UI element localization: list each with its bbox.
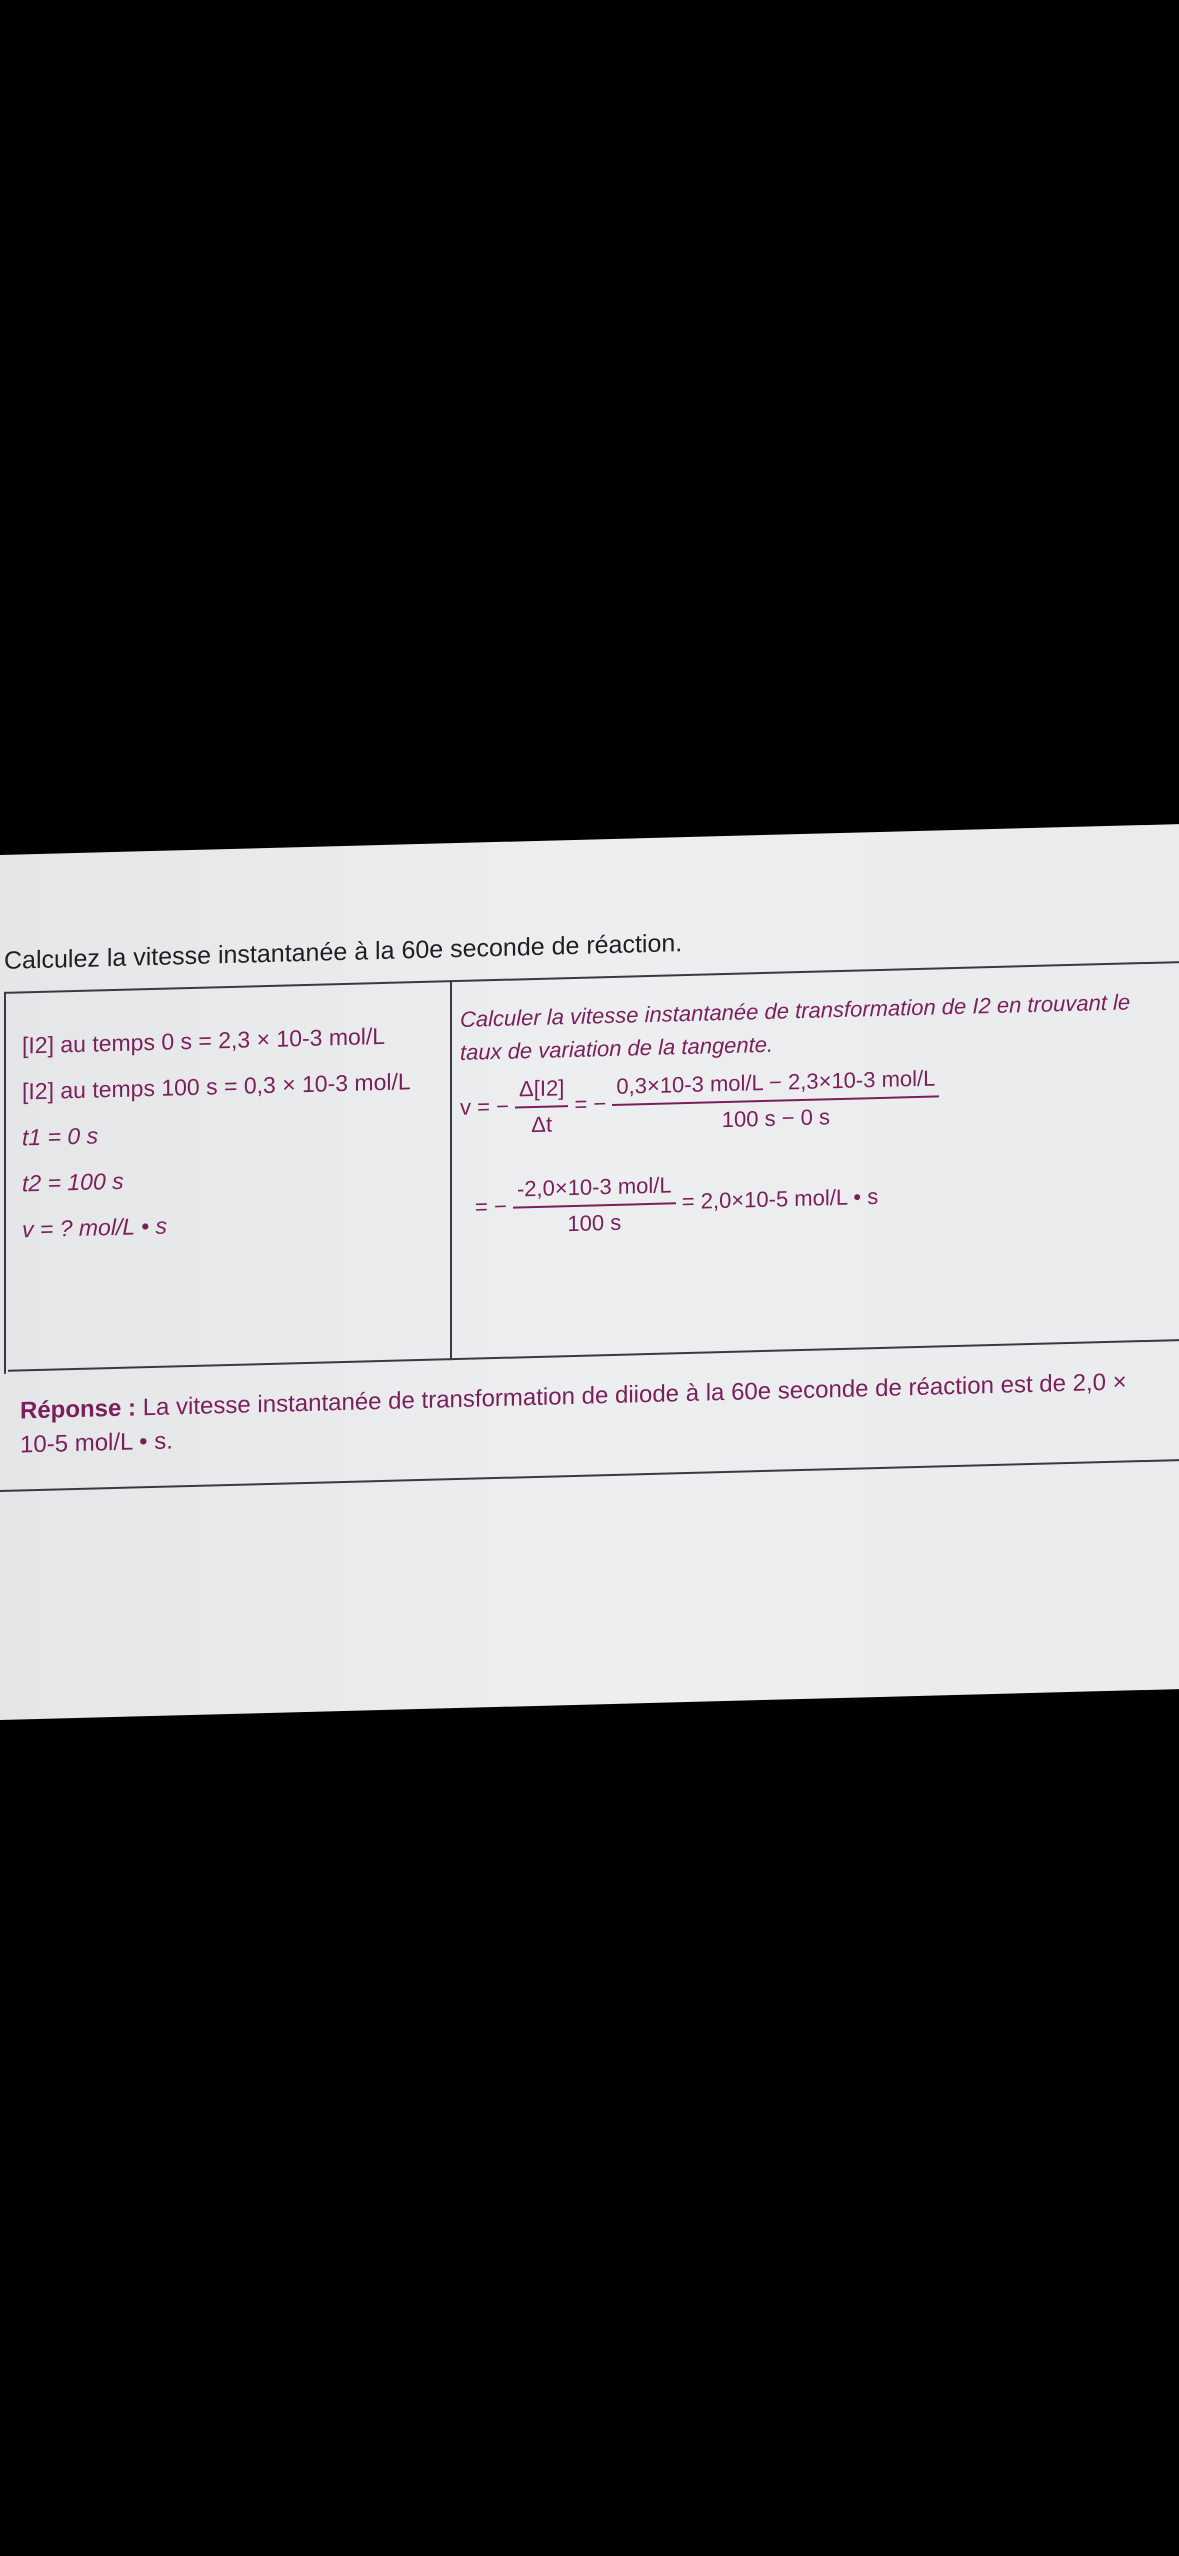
answer-text: La vitesse instantanée de transformation de diiode à la 60e seconde de réaction est de 2,0 × 10-5 mol/L • s. [20,1368,1127,1459]
given-item: t1 = 0 s [22,1122,99,1151]
eq2-denominator: 100 s [567,1209,622,1237]
given-item: [I2] au temps 0 s = 2,3 × 10-3 mol/L [22,1022,386,1059]
column-divider [450,980,452,1360]
eq1-denominator-2: 100 s − 0 s [721,1104,831,1133]
question-text: Calculez la vitesse instantanée à la 60e seconde de réaction. [4,929,683,975]
eq1-numerator: Δ[I2] [515,1075,568,1108]
given-item: v = ? mol/L • s [22,1212,168,1243]
answer-bottom-border [0,1459,1179,1492]
answer-label: Réponse : [20,1394,137,1425]
eq1-denominator: Δt [531,1111,553,1138]
equation-line-1 [460,1065,939,1140]
eq1-numerator-2: 0,3×10-3 mol/L − 2,3×10-3 mol/L [612,1065,939,1106]
given-data-column [22,1012,411,1252]
eq2-result: = 2,0×10-5 mol/L • s [681,1183,879,1214]
given-item: t2 = 100 s [22,1167,124,1197]
eq2-numerator: -2,0×10-3 mol/L [513,1172,676,1208]
eq1-mid: = − [574,1090,607,1117]
document-sheet [0,824,1179,1720]
given-item: [I2] au temps 100 s = 0,3 × 10-3 mol/L [22,1068,411,1105]
eq1-fraction [515,1075,568,1138]
equation-line-2 [475,1167,878,1240]
eq2-lhs: = − [475,1193,507,1220]
eq2-fraction [513,1172,676,1238]
eq1-lhs: v = − [460,1093,509,1120]
eq1-fraction-2 [612,1065,939,1136]
answer-block [20,1365,1140,1462]
method-intro: Calculer la vitesse instantanée de transformation de I2 en trouvant le taux de variation de la tangente. [460,989,1131,1065]
